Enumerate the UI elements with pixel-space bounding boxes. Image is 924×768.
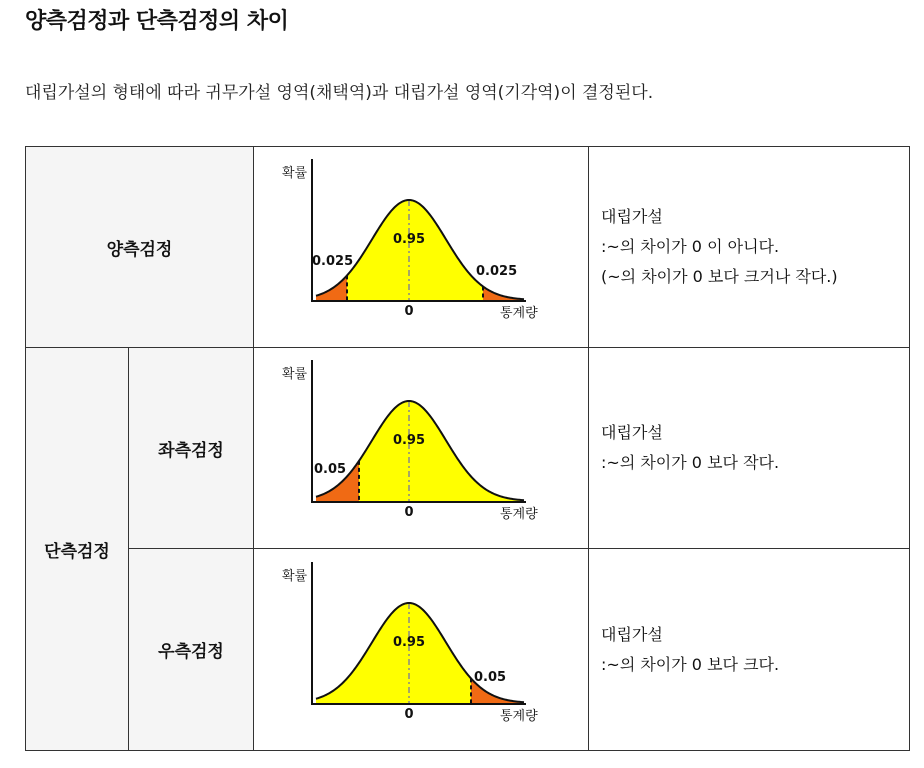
acceptance-value-label: 0.95	[392, 634, 426, 650]
table-row	[26, 549, 910, 751]
y-axis-label: 확률	[282, 166, 308, 181]
two-tailed-chart	[254, 147, 589, 347]
center-tick-label: 0	[404, 304, 414, 319]
right-tail-value-label: 0.05	[474, 669, 507, 685]
left-tailed-hypothesis	[589, 348, 910, 549]
hypothesis-line: :~의 차이가 0 이 아니다.	[601, 237, 780, 256]
hypothesis-title: 대립가설	[601, 423, 663, 442]
comparison-table	[25, 146, 910, 751]
right-tailed-hypothesis	[589, 549, 910, 751]
left-tailed-chart-cell	[254, 348, 589, 549]
x-axis-label: 통계량	[500, 708, 538, 724]
hypothesis-line: :~의 차이가 0 보다 크다.	[601, 654, 780, 674]
two-tailed-hypothesis	[589, 147, 910, 348]
right-tailed-chart	[254, 550, 589, 750]
left-tailed-label: 좌측검정	[129, 348, 254, 549]
left-tail-value-label: 0.05	[314, 462, 347, 477]
acceptance-value-label: 0.95	[392, 232, 426, 247]
left-tailed-chart	[254, 348, 589, 548]
page-title: 양측검정과 단측검정의 차이	[25, 9, 289, 34]
two-tailed-label: 양측검정	[26, 147, 254, 348]
y-axis-label: 확률	[282, 367, 308, 382]
hypothesis-title: 대립가설	[601, 207, 663, 226]
acceptance-value-label: 0.95	[392, 433, 426, 448]
two-tailed-chart-cell	[254, 147, 589, 348]
center-tick-label: 0	[404, 505, 414, 520]
hypothesis-title: 대립가설	[601, 624, 663, 644]
acceptance-region	[316, 603, 471, 703]
one-tailed-label: 단측검정	[26, 348, 129, 751]
hypothesis-line: (~의 차이가 0 보다 크거나 작다.)	[601, 267, 838, 286]
right-tailed-label: 우측검정	[129, 549, 254, 751]
acceptance-region	[359, 401, 524, 501]
x-axis-label: 통계량	[500, 507, 538, 522]
y-axis-label: 확률	[282, 568, 308, 584]
hypothesis-line: :~의 차이가 0 보다 작다.	[601, 453, 780, 472]
table-row	[26, 147, 910, 348]
right-tail-value-label: 0.025	[476, 264, 518, 279]
center-tick-label: 0	[404, 706, 414, 722]
table-row	[26, 348, 910, 549]
x-axis-label: 통계량	[500, 306, 538, 321]
acceptance-region	[347, 200, 483, 300]
left-tail-value-label: 0.025	[312, 254, 354, 269]
page-description: 대립가설의 형태에 따라 귀무가설 영역(채택역)과 대립가설 영역(기각역)이 결정된다.	[25, 83, 654, 103]
right-tailed-chart-cell	[254, 549, 589, 751]
